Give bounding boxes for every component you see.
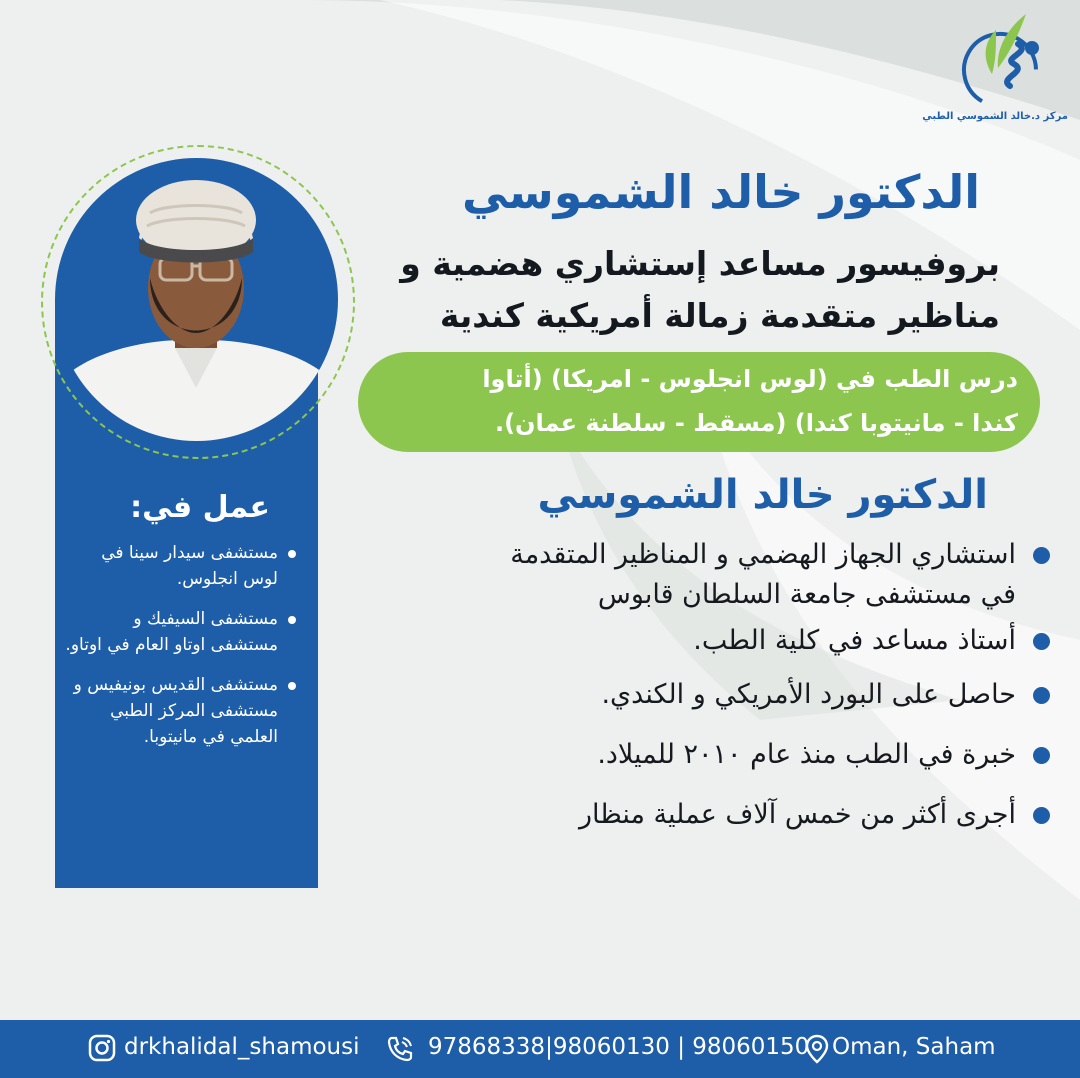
credentials-list (360, 535, 1050, 835)
list-item (62, 606, 296, 658)
work-history-title: عمل في: (130, 490, 270, 525)
education-line: درس الطب في (لوس انجلوس - امريكا) (أتاوا (482, 365, 1018, 393)
list-item (360, 675, 1050, 715)
credential-text: حاصل على البورد الأمريكي و الكندي. (601, 679, 1016, 710)
contact-footer (0, 1020, 1080, 1078)
logo-caption: مركز د.خالد الشموسي الطبي (922, 111, 1068, 122)
list-item (62, 672, 296, 750)
bullet-icon (1033, 807, 1050, 824)
bullet-icon (1033, 547, 1050, 564)
list-item (360, 535, 1050, 615)
credential-text: أجرى أكثر من خمس آلاف عملية منظار (578, 799, 1016, 830)
logo-icon (958, 8, 1068, 108)
list-item (360, 795, 1050, 835)
location-pin-icon (805, 1034, 829, 1064)
doctor-name-heading: الدكتور خالد الشموسي (461, 165, 980, 219)
bullet-icon (1033, 687, 1050, 704)
doctor-photo-image (55, 158, 338, 441)
location-text: Oman, Saham (832, 1034, 996, 1060)
instagram-icon[interactable] (88, 1034, 116, 1062)
doctor-portrait (55, 158, 338, 441)
subtitle-line: مناظير متقدمة زمالة أمريكية كندية (439, 296, 1000, 335)
phone-numbers[interactable]: 97868338|98060130 | 98060150 (428, 1034, 810, 1060)
credential-text: أستاذ مساعد في كلية الطب. (693, 625, 1016, 656)
bullet-icon (288, 550, 296, 558)
list-item (62, 540, 296, 592)
doctor-name-subheading: الدكتور خالد الشموسي (537, 472, 988, 518)
work-item-text: مستشفى السيفيك و مستشفى اوتاو العام في اوتاو. (65, 609, 278, 655)
credential-text: استشاري الجهاز الهضمي و المناظير المتقدمة (510, 539, 1016, 570)
bullet-icon (288, 682, 296, 690)
bullet-icon (1033, 747, 1050, 764)
doctor-title (330, 238, 1000, 342)
clinic-logo (922, 8, 1068, 128)
bullet-icon (288, 616, 296, 624)
instagram-handle[interactable]: drkhalidal_shamousi (124, 1034, 360, 1060)
list-item (360, 735, 1050, 775)
work-item-text: مستشفى سيدار سينا في لوس انجلوس. (101, 543, 278, 589)
education-text (368, 357, 1018, 445)
credential-text: خبرة في الطب منذ عام ٢٠١٠ للميلاد. (597, 739, 1016, 770)
subtitle-line: بروفيسور مساعد إستشاري هضمية و (400, 244, 1000, 283)
phone-icon (385, 1034, 415, 1064)
credential-text: في مستشفى جامعة السلطان قابوس (597, 579, 1016, 610)
list-item (360, 621, 1050, 661)
bullet-icon (1033, 633, 1050, 650)
education-line: كندا - مانيتوبا كندا) (مسقط - سلطنة عمان). (494, 409, 1018, 437)
work-item-text: مستشفى القديس بونيفيس و مستشفى المركز الطبي العلمي في مانيتوبا. (73, 675, 278, 747)
work-history-list (62, 540, 296, 764)
